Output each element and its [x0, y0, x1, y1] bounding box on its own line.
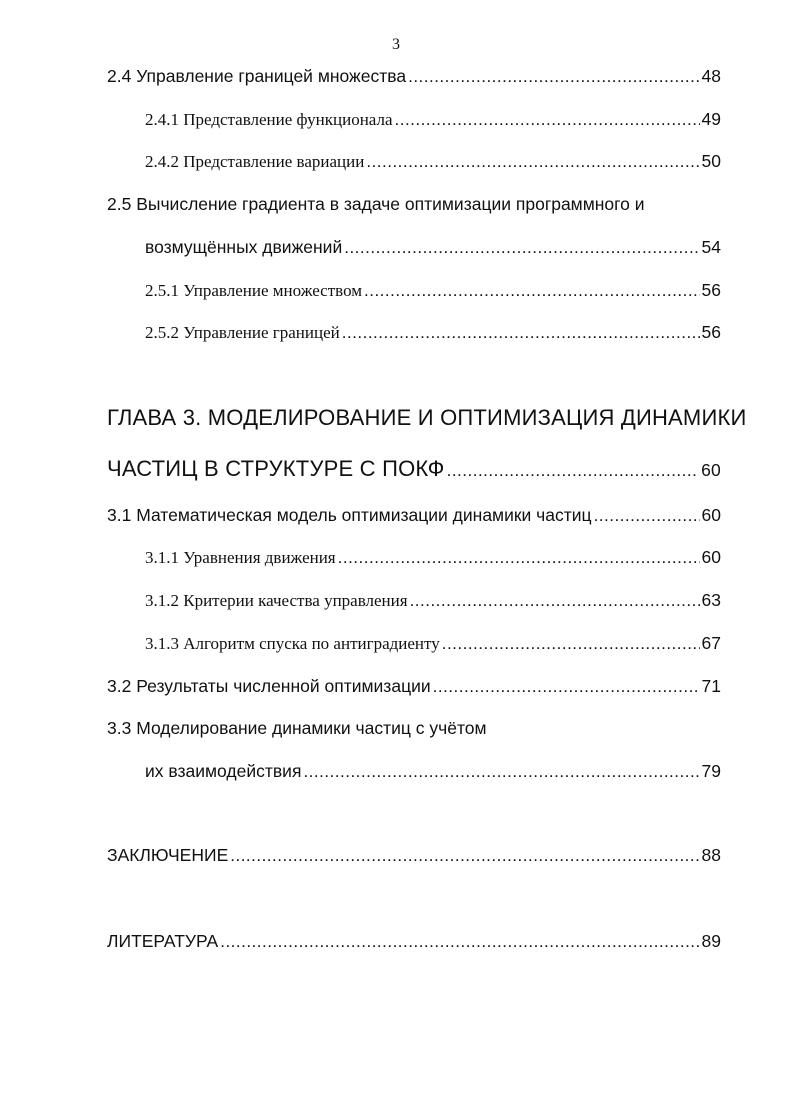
toc-entry-page: 88	[701, 845, 721, 865]
leader-dots	[366, 150, 699, 174]
toc-entry-3-3-continued[interactable]	[145, 759, 721, 783]
toc-entry-2-5-1[interactable]	[145, 278, 721, 302]
toc-entry-page: 54	[701, 237, 721, 257]
toc-entry-page: 60	[701, 505, 721, 525]
leader-dots	[303, 760, 699, 784]
chapter-heading: ЧАСТИЦ В СТРУКТУРЕ С ПОКФ	[107, 456, 445, 481]
toc-entry-page: 49	[701, 109, 721, 129]
toc-entry-3-1-2[interactable]	[145, 588, 721, 612]
leader-dots	[395, 108, 700, 132]
toc-entry-title: их взаимодействия	[145, 761, 302, 781]
toc-entry-3-1-3[interactable]	[145, 631, 721, 655]
toc-entry-page: 60	[701, 547, 721, 567]
toc-entry-page: 67	[701, 633, 721, 653]
toc-entry-title: 3.1.2 Критерии качества управления	[145, 591, 408, 610]
chapter-heading: ГЛАВА 3. МОДЕЛИРОВАНИЕ И ОПТИМИЗАЦИЯ ДИНАМИКИ	[107, 405, 747, 430]
toc-entry-3-1[interactable]	[107, 503, 721, 527]
toc-entry-page: 71	[701, 676, 721, 696]
toc-entry-title: 2.4 Управление границей множества	[107, 66, 407, 86]
leader-dots	[230, 844, 699, 868]
page-number: 3	[392, 36, 400, 53]
toc-entry-2-4[interactable]	[107, 64, 721, 88]
toc-entry-page: 56	[701, 280, 721, 300]
toc-entry-references[interactable]	[107, 929, 721, 953]
toc-entry-title: 3.3 Моделирование динамики частиц с учётом	[107, 718, 487, 738]
leader-dots	[342, 321, 700, 345]
toc-entry-title: 2.5 Вычисление градиента в задаче оптимизации программного и	[107, 194, 645, 214]
toc-entry-title: 3.1 Математическая модель оптимизации динамики частиц	[107, 505, 592, 525]
toc-entry-title: 3.2 Результаты численной оптимизации	[107, 676, 431, 696]
toc-entry-3-1-1[interactable]	[145, 545, 721, 569]
toc-chapter-3[interactable]	[107, 404, 747, 432]
leader-dots	[364, 279, 700, 303]
toc-entry-title: 2.4.2 Представление вариации	[145, 152, 365, 171]
toc-entry-title: 3.1.1 Уравнения движения	[145, 548, 336, 567]
toc-entry-2-5-continued[interactable]	[145, 235, 721, 259]
leader-dots	[410, 589, 700, 613]
leader-dots	[220, 930, 699, 954]
toc-entry-2-5[interactable]	[107, 192, 721, 216]
toc-entry-title: 2.5.2 Управление границей	[145, 323, 340, 342]
toc-entry-title: 2.5.1 Управление множеством	[145, 281, 362, 300]
toc-entry-page: 89	[701, 931, 721, 951]
toc-entry-2-4-2[interactable]	[145, 149, 721, 173]
toc-entry-2-4-1[interactable]	[145, 107, 721, 131]
toc-entry-page: 63	[701, 590, 721, 610]
leader-dots	[344, 236, 699, 260]
toc-chapter-3-continued[interactable]	[107, 455, 721, 483]
toc-entry-title: 3.1.3 Алгоритм спуска по антиградиенту	[145, 634, 440, 653]
toc-entry-title: ЛИТЕРАТУРА	[107, 931, 219, 951]
toc-entry-page: 79	[701, 761, 721, 781]
toc-entry-3-2[interactable]	[107, 674, 721, 698]
leader-dots	[433, 675, 700, 699]
toc-entry-2-5-2[interactable]	[145, 320, 721, 344]
leader-dots	[338, 546, 700, 570]
toc-entry-conclusion[interactable]	[107, 843, 721, 867]
leader-dots	[594, 504, 700, 528]
leader-dots	[442, 632, 700, 656]
toc-entry-title: возмущённых движений	[145, 237, 343, 257]
toc-entry-page: 50	[701, 151, 721, 171]
toc-entry-title: 2.4.1 Представление функционала	[145, 110, 393, 129]
toc-entry-page: 56	[701, 322, 721, 342]
leader-dots	[408, 65, 699, 89]
toc-entry-page: 48	[701, 66, 721, 86]
toc-entry-3-3[interactable]	[107, 716, 721, 740]
leader-dots	[447, 457, 700, 485]
toc-entry-page: 60	[701, 460, 721, 480]
toc-entry-title: ЗАКЛЮЧЕНИЕ	[107, 845, 229, 865]
